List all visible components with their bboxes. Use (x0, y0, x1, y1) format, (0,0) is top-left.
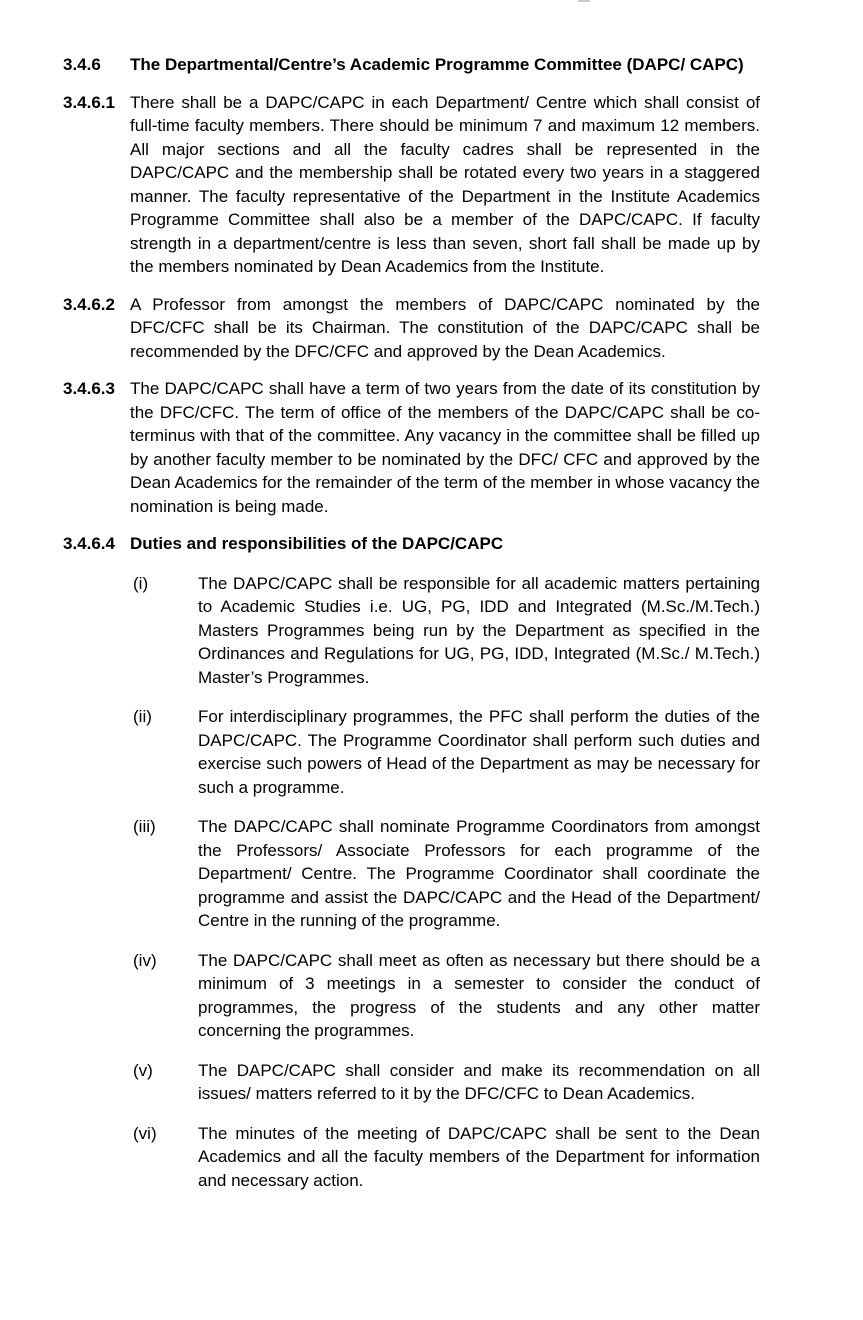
duty-text: The minutes of the meeting of DAPC/CAPC shall be sent to the Dean Academics and all the faculty members of the Department for information and necessary action. (198, 1123, 760, 1190)
duty-label: (vi) (133, 1123, 157, 1143)
duty-item-vi (63, 1122, 760, 1193)
clause-text: There shall be a DAPC/CAPC in each Department/ Centre which shall consist of full-time faculty members. There should be minimum 7 and maximum 12 members. All major sections and all the faculty cadres shall be represented in the DAPC/CAPC and the membership shall be rotated every two years in a staggered manner. The faculty representative of the Department in the Institute Academics Programme Committee shall also be a member of the DAPC/CAPC. If faculty strength in a department/centre is less than seven, short fall shall be made up by the members nominated by Dean Academics from the Institute. (130, 92, 760, 276)
duty-item-v (63, 1059, 760, 1106)
section-title: The Departmental/Centre’s Academic Programme Committee (DAPC/ CAPC) (130, 55, 744, 74)
clause-3-4-6-2 (63, 293, 760, 364)
clause-3-4-6-1 (63, 91, 760, 279)
duty-item-i (63, 572, 760, 690)
duty-text: For interdisciplinary programmes, the PFC shall perform the duties of the DAPC/CAPC. The Programme Coordinator shall perform such duties and exercise such powers of Head of the Department as may be necessary for such a programme. (198, 707, 760, 797)
duty-label: (i) (133, 573, 149, 593)
scan-artifact (578, 0, 590, 2)
duty-text: The DAPC/CAPC shall nominate Programme Coordinators from amongst the Professors/ Associate Professors for each programme of the Department/ Centre. The Programme Coordinator shall coordinate the programme and assist the DAPC/CAPC and the Head of the Department/ Centre in the running of the programme. (198, 817, 760, 930)
duty-text: The DAPC/CAPC shall consider and make its recommendation on all issues/ matters referred to it by the DFC/CFC to Dean Academics. (198, 1060, 760, 1103)
clause-3-4-6-4-heading (63, 532, 760, 556)
duty-text: The DAPC/CAPC shall meet as often as necessary but there should be a minimum of 3 meetings in a semester to consider the conduct of programmes, the progress of the students and any other matter concerning the programmes. (198, 950, 760, 1040)
duty-text: The DAPC/CAPC shall be responsible for all academic matters pertaining to Academic Studies i.e. UG, PG, IDD and Integrated (M.Sc./M.Tech.) Masters Programmes being run by the Department as specified in the Ordinances and Regulations for UG, PG, IDD, Integrated (M.Sc./ M.Tech.) Master’s Programmes. (198, 573, 760, 687)
clause-text: The DAPC/CAPC shall have a term of two years from the date of its constitution by the DFC/CFC. The term of office of the members of the DAPC/CAPC shall be co-terminus with that of the committee. Any vacancy in the committee shall be filled up by another faculty member to be nominated by the DFC/ CFC and approved by the Dean Academics for the remainder of the term of the member in whose vacancy the nomination is being made. (130, 379, 760, 516)
clause-number: 3.4.6.1 (63, 92, 115, 112)
clause-number: 3.4.6.3 (63, 379, 115, 398)
clause-number: 3.4.6.2 (63, 294, 115, 314)
clause-number: 3.4.6.4 (63, 534, 115, 553)
duty-item-ii (63, 705, 760, 799)
duty-label: (v) (133, 1060, 153, 1080)
clause-text: A Professor from amongst the members of DAPC/CAPC nominated by the DFC/CFC shall be its Chairman. The constitution of the DAPC/CAPC shall be recommended by the DFC/CFC and approved by the Dean Academics. (130, 294, 760, 361)
duty-label: (iv) (133, 950, 157, 970)
clause-3-4-6-3 (63, 377, 760, 518)
duty-item-iv (63, 949, 760, 1043)
clause-heading-text: Duties and responsibilities of the DAPC/CAPC (130, 534, 504, 553)
duty-label: (ii) (133, 707, 152, 726)
section-heading-3-4-6 (63, 53, 760, 77)
section-number: 3.4.6 (63, 55, 101, 74)
duty-item-iii (63, 815, 760, 933)
duty-label: (iii) (133, 817, 156, 836)
